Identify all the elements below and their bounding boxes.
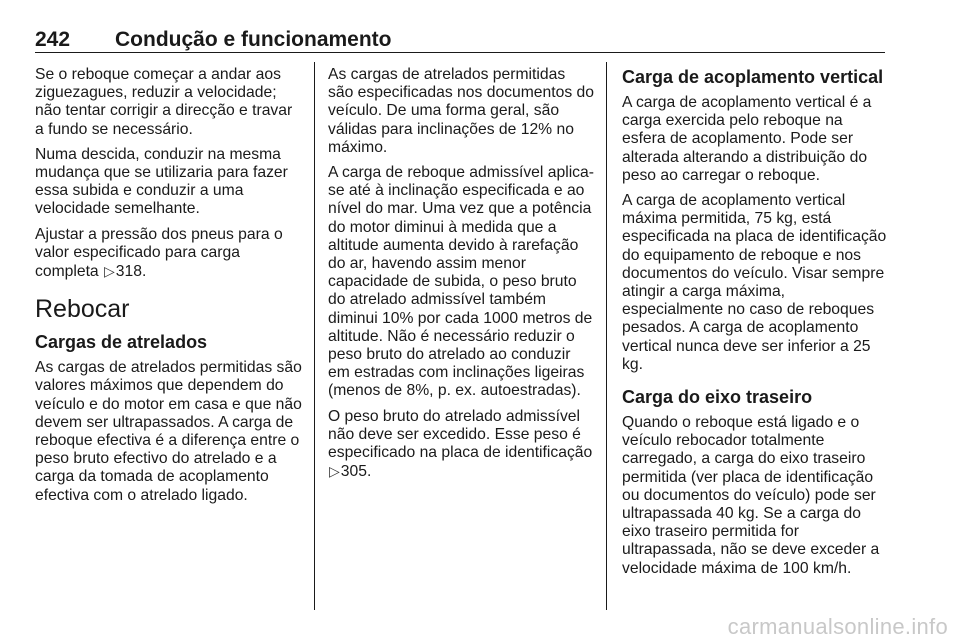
paragraph: A carga de acoplamento vertical é a carga exercida pelo reboque na esfera de acoplamento. Pode ser alterada alterando a distribuição do peso ao carregar o reboque. [622, 94, 872, 184]
page-number: 242 [35, 28, 71, 51]
paragraph-text: O peso bruto do atrelado admissível não deve ser excedido. Esse peso é especificado na placa de identificação [328, 407, 593, 462]
paragraph [328, 408, 594, 482]
paragraph: As cargas de atrelados permitidas são valores máximos que dependem do veículo e do motor em casa e que não devem ser ultrapassados. A carga de reboque efectiva é a diferença entre o peso bruto efectivo do atrelado e a carga da tomada de acoplamento efectiva com o atrelado ligado. [35, 359, 302, 504]
page-reference[interactable]: 318. [115, 263, 147, 281]
subheading: Cargas de atrelados [35, 332, 208, 353]
chapter-title: Condução e funcionamento [115, 28, 392, 51]
paragraph-text: Ajustar a pressão dos pneus para o valor especificado para carga completa [35, 225, 283, 281]
paragraph: Quando o reboque está ligado e o veículo rebocador totalmente carregado, a carga do eixo traseiro permitida (ver placa de identificação ou documentos do veículo) pode ser ultrapassada 40 kg. Se a carga do eixo traseiro permitida for ultrapassada, não se deve exceder a velocidade máxima de 100 km/h. [622, 414, 880, 577]
paragraph: A carga de acoplamento vertical máxima permitida, 75 kg, está especificada na placa de identificação do equipamento de reboque e nos documentos do veículo. Visar sempre atingir a carga máxima, especialmente no caso de reboques pesados. A carga de acoplamento vertical nunca deve ser inferior a 25 kg. [622, 192, 887, 373]
paragraph: As cargas de atrelados permitidas são especificadas nos documentos do veículo. De uma forma geral, são válidas para inclinações de 12% no máximo. [328, 66, 594, 156]
paragraph: Se o reboque começar a andar aos ziguezagues, reduzir a velocidade; não tentar corrigir a direcção e travar a fundo se necessário. [35, 66, 293, 138]
paragraph [35, 226, 303, 282]
paragraph: Numa descida, conduzir na mesma mudança que se utilizaria para fazer essa subida e conduzir a uma velocidade semelhante. [35, 145, 288, 218]
section-title: Rebocar [35, 295, 130, 324]
column-left [35, 66, 303, 512]
page-header [35, 30, 885, 53]
page-reference[interactable]: 305. [340, 463, 372, 481]
subheading: Carga do eixo traseiro [622, 387, 813, 408]
watermark: carmanualsonline.info [727, 614, 948, 639]
column-right [622, 66, 888, 585]
subheading: Carga de acoplamento vertical [622, 67, 884, 87]
page-reference-arrow-icon: ▷ [329, 463, 340, 480]
column-divider [314, 62, 315, 610]
column-middle [328, 66, 594, 488]
column-divider [606, 62, 607, 610]
paragraph: A carga de reboque admissível aplica-se até à inclinação especificada e ao nível do mar. Uma vez que a potência do motor diminui à medida que a altitude aumenta devido à rarefação do ar, havendo assim menor capacidade de subida, o peso bruto do atrelado admissível também diminui 10% por cada 1000 metros de altitude. Não é necessário reduzir o peso bruto do atrelado ao conduzir em estradas com inclinações ligeiras (menos de 8%, p. ex. autoestradas). [328, 164, 594, 400]
page-reference-arrow-icon: ▷ [104, 263, 115, 280]
